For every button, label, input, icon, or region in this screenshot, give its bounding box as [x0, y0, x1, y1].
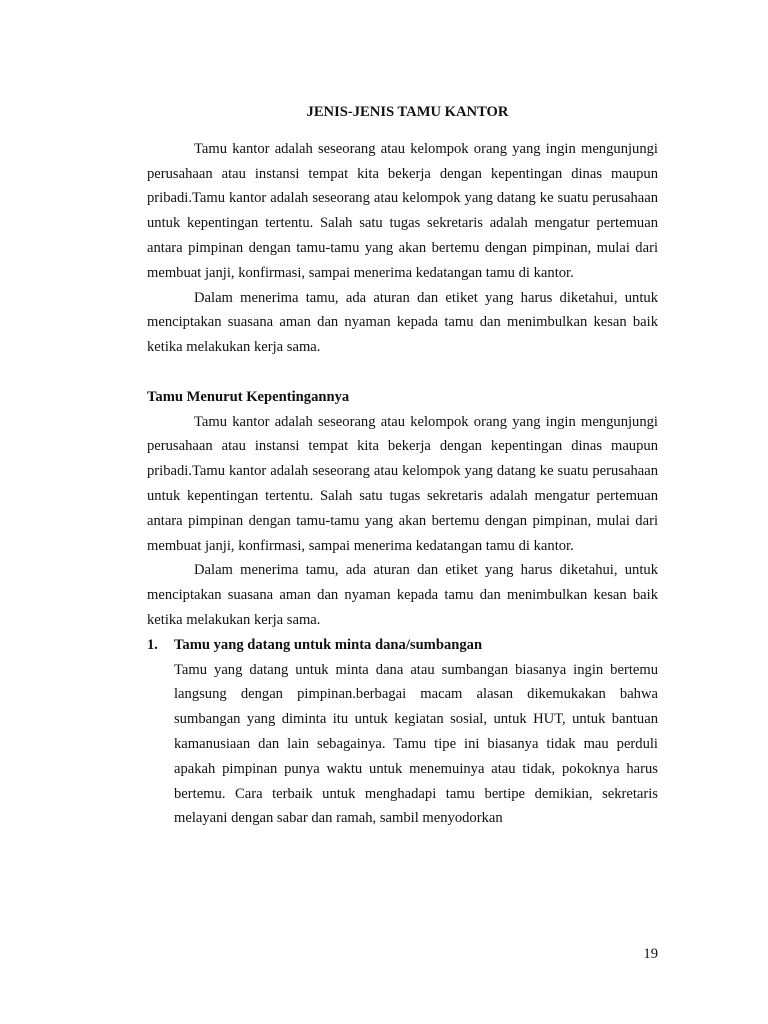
document-title: JENIS-JENIS TAMU KANTOR — [306, 104, 509, 120]
page-number: 19 — [643, 946, 658, 962]
item-body — [174, 633, 658, 831]
intro-paragraph-2: Dalam menerima tamu, ada aturan dan etiket yang harus diketahui, untuk menciptakan suasana aman dan nyaman kepada tamu dan menimbulkan kesan baik ketika melakukan kerja sama. — [147, 289, 658, 356]
numbered-item-1 — [147, 633, 658, 831]
item-text: Tamu yang datang untuk minta dana atau sumbangan biasanya ingin bertemu langsung dengan pimpinan.berbagai macam alasan dikemukakan bahwa sumbangan yang diminta itu untuk kegiatan sosial, untuk HUT, untuk bantuan kamanusiaan dan lain sebagainya. Tamu tipe ini biasanya tidak mau perduli apakah pimpinan punya waktu untuk menemuinya atau tidak, pokoknya harus bertemu. Cara terbaik untuk menghadapi tamu bertipe demikian, sekretaris melayani dengan sabar dan ramah, sambil menyodorkan — [174, 661, 658, 827]
item-title: Tamu yang datang untuk minta dana/sumbangan — [174, 636, 483, 653]
section-paragraph-2: Dalam menerima tamu, ada aturan dan etiket yang harus diketahui, untuk menciptakan suasana aman dan nyaman kepada tamu dan menimbulkan kesan baik ketika melakukan kerja sama. — [147, 562, 658, 628]
document-page — [147, 100, 658, 831]
section-paragraph-1: Tamu kantor adalah seseorang atau kelompok orang yang ingin mengunjungi perusahaan atau instansi tempat kita bekerja dengan kepentingan dinas maupun pribadi.Tamu kantor adalah seseorang atau kelompok yang datang ke suatu perusahaan untuk kepentingan tertentu. Salah satu tugas sekretaris adalah mengatur pertemuan antara pimpinan dengan tamu-tamu yang akan bertemu dengan pimpinan, mulai dari membuat janji, konfirmasi, sampai menerima kedatangan tamu di kantor. — [147, 413, 658, 554]
intro-paragraph-1: Tamu kantor adalah seseorang atau kelompok orang yang ingin mengunjungi perusahaan atau instansi tempat kita bekerja dengan kepentingan dinas maupun pribadi.Tamu kantor adalah seseorang atau kelompok yang datang ke suatu perusahaan untuk kepentingan tertentu. Salah satu tugas sekretaris adalah mengatur pertemuan antara pimpinan dengan tamu-tamu yang akan bertemu dengan pimpinan, mulai dari membuat janji, konfirmasi, sampai menerima kedatangan tamu di kantor. — [147, 140, 658, 281]
item-number: 1. — [147, 636, 158, 653]
section-heading: Tamu Menurut Kepentingannya — [147, 388, 350, 405]
